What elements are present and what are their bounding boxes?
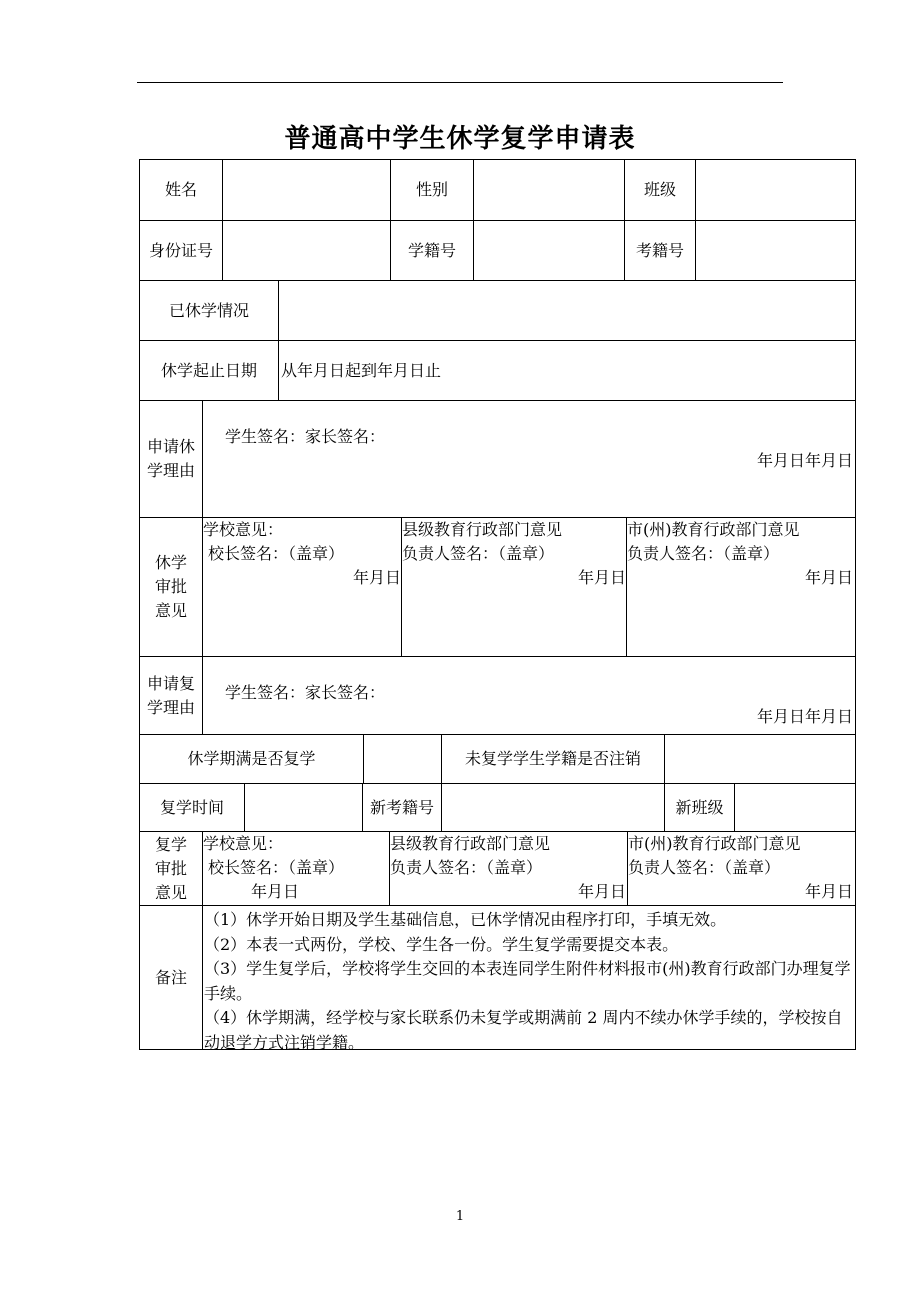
resume-reason-field[interactable]: 学生签名：家长签名： 年月日年月日 <box>203 657 855 735</box>
exam-no-label: 考籍号 <box>625 221 696 281</box>
header-rule <box>137 82 783 83</box>
new-class-field[interactable] <box>735 784 855 832</box>
resume-time-field[interactable] <box>245 784 363 832</box>
class-field[interactable] <box>696 160 855 221</box>
student-no-field[interactable] <box>474 221 625 281</box>
suspension-period-label: 休学起止日期 <box>140 341 279 401</box>
note-2: （2）本表一式两份，学校、学生各一份。学生复学需要提交本表。 <box>204 934 679 954</box>
suspension-reason-field[interactable] <box>203 401 855 518</box>
resume-on-expiry-label: 休学期满是否复学 <box>140 735 364 784</box>
signature-dates: 年月日年月日 <box>756 451 853 470</box>
new-exam-no-label: 新考籍号 <box>363 784 442 832</box>
resume-reason-label: 申请复 学理由 <box>140 657 203 735</box>
resume-city-opinion-cell[interactable]: 市(州)教育行政部门意见 负责人签名：（盖章） 年月日 <box>628 832 855 906</box>
unresumed-cancel-label: 未复学学生学籍是否注销 <box>442 735 665 784</box>
page-number: 1 <box>455 1209 465 1224</box>
note-3: （3）学生复学后，学校将学生交回的本表连同学生附件材料报市(州)教育行政部门办理复学手续。 <box>204 959 851 1003</box>
city-opinion-cell[interactable]: 市(州)教育行政部门意见 负责人签名：（盖章） 年月日 <box>627 518 855 657</box>
unresumed-cancel-field[interactable] <box>665 735 855 784</box>
class-label: 班级 <box>625 160 696 221</box>
prior-suspension-field[interactable] <box>279 281 855 341</box>
remarks-label: 备注 <box>140 906 203 1049</box>
resume-time-label: 复学时间 <box>140 784 245 832</box>
resume-school-opinion-cell[interactable]: 学校意见： 校长签名：（盖章） 年月日 <box>203 832 390 906</box>
resume-on-expiry-field[interactable] <box>364 735 442 784</box>
new-class-label: 新班级 <box>665 784 735 832</box>
id-number-field[interactable] <box>223 221 391 281</box>
note-1: （1）休学开始日期及学生基础信息，已休学情况由程序打印，手填无效。 <box>204 910 727 929</box>
suspension-period-field[interactable]: 从年月日起到年月日止 <box>279 341 855 401</box>
name-field[interactable] <box>223 160 391 221</box>
student-parent-signature-text: 学生签名：家长签名： <box>225 427 386 446</box>
prior-suspension-label: 已休学情况 <box>140 281 279 341</box>
school-opinion-cell[interactable]: 学校意见： 校长签名：（盖章） 年月日 <box>203 518 402 657</box>
gender-label: 性别 <box>391 160 474 221</box>
student-no-label: 学籍号 <box>391 221 474 281</box>
suspension-reason-label: 申请休 学理由 <box>140 401 203 518</box>
id-number-label: 身份证号 <box>140 221 223 281</box>
county-opinion-cell[interactable]: 县级教育行政部门意见 负责人签名：（盖章） 年月日 <box>402 518 627 657</box>
note-4: （4）休学期满，经学校与家长联系仍未复学或期满前 2 周内不续办休学手续的，学校按自动退学方式注销学籍。 <box>204 1008 843 1052</box>
suspension-approval-label: 休学 审批 意见 <box>140 518 203 657</box>
name-label: 姓名 <box>140 160 223 221</box>
new-exam-no-field[interactable] <box>442 784 665 832</box>
resume-county-opinion-cell[interactable]: 县级教育行政部门意见 负责人签名：（盖章） 年月日 <box>390 832 628 906</box>
gender-field[interactable] <box>474 160 625 221</box>
exam-no-field[interactable] <box>696 221 855 281</box>
remarks-notes <box>203 906 855 1052</box>
form-title: 普通高中学生休学复学申请表 <box>284 124 636 154</box>
resume-approval-label: 复学 审批 意见 <box>140 832 203 906</box>
application-form-table <box>139 159 856 1050</box>
